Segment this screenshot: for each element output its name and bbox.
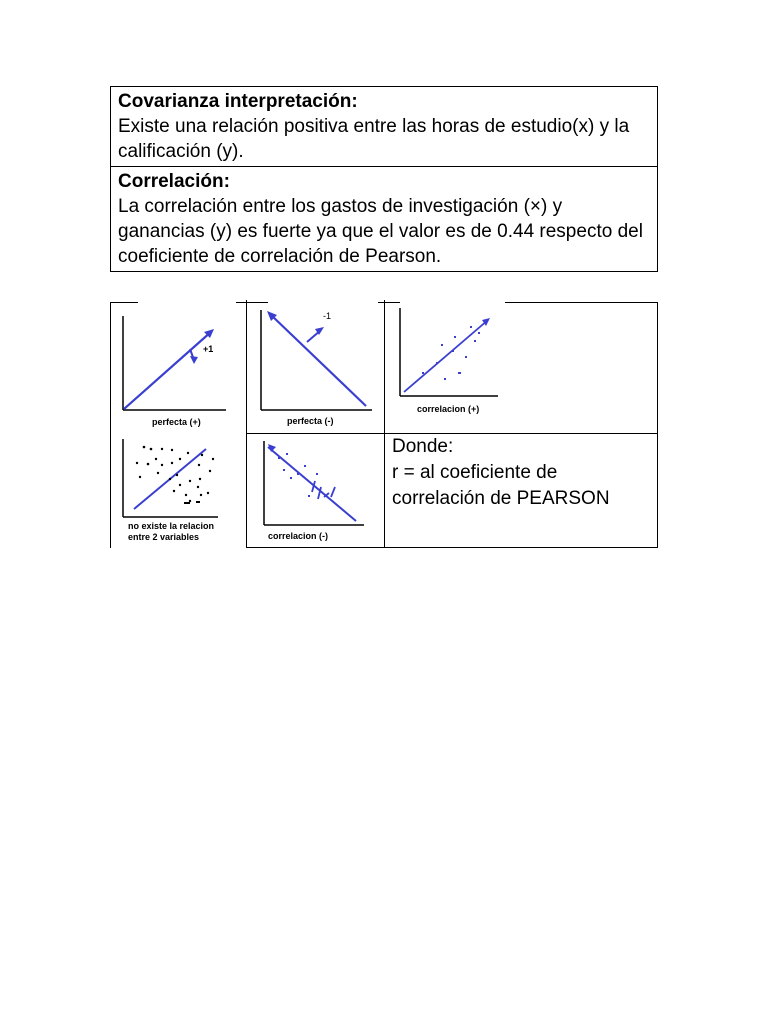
grid-line <box>246 547 658 548</box>
perfect-positive-caption: perfecta (+) <box>152 417 201 427</box>
grid-line <box>657 302 658 548</box>
interpretation-table <box>110 86 658 272</box>
covarianza-text: Existe una relación positiva entre las horas de estudio(x) y la calificación (y). <box>118 116 630 162</box>
grid-line <box>384 300 385 548</box>
pearson-note <box>392 434 652 512</box>
grid-line <box>110 302 111 548</box>
correlacion-heading: Correlación: <box>118 171 230 192</box>
correlacion-text: La correlación entre los gastos de investigación (×) y ganancias (y) es fuerte ya que el valor es de 0.44 respecto del coeficiente de correlación de Pearson. <box>118 196 643 267</box>
no-correlation-caption-line2: entre 2 variables <box>128 532 200 542</box>
diagram-perfect-negative <box>250 304 382 432</box>
pearson-note-line1: Donde: <box>392 436 454 457</box>
diagram-positive-correlation <box>388 304 504 432</box>
negative-caption: correlacion (-) <box>268 531 329 541</box>
correlation-diagram-grid <box>110 300 658 548</box>
no-correlation-caption-line1: no existe la relacion <box>128 521 215 531</box>
covarianza-row <box>111 87 657 166</box>
diagram-negative-correlation <box>250 435 382 547</box>
pearson-note-line2: r = al coeficiente de <box>392 462 558 483</box>
perfect-negative-value-label: -1 <box>323 311 332 321</box>
perfect-negative-caption: perfecta (-) <box>287 416 334 426</box>
grid-line <box>110 302 138 303</box>
perfect-positive-value-label: +1 <box>203 344 214 354</box>
diagram-perfect-positive <box>114 304 244 432</box>
grid-line <box>246 300 247 548</box>
grid-line <box>505 302 658 303</box>
pearson-note-line3: correlación de PEARSON <box>392 488 610 509</box>
diagram-no-correlation <box>114 435 244 547</box>
grid-line <box>378 302 400 303</box>
grid-line <box>236 302 268 303</box>
positive-caption: correlacion (+) <box>417 404 480 414</box>
correlacion-row <box>111 166 657 271</box>
covarianza-heading: Covarianza interpretación: <box>118 91 358 112</box>
